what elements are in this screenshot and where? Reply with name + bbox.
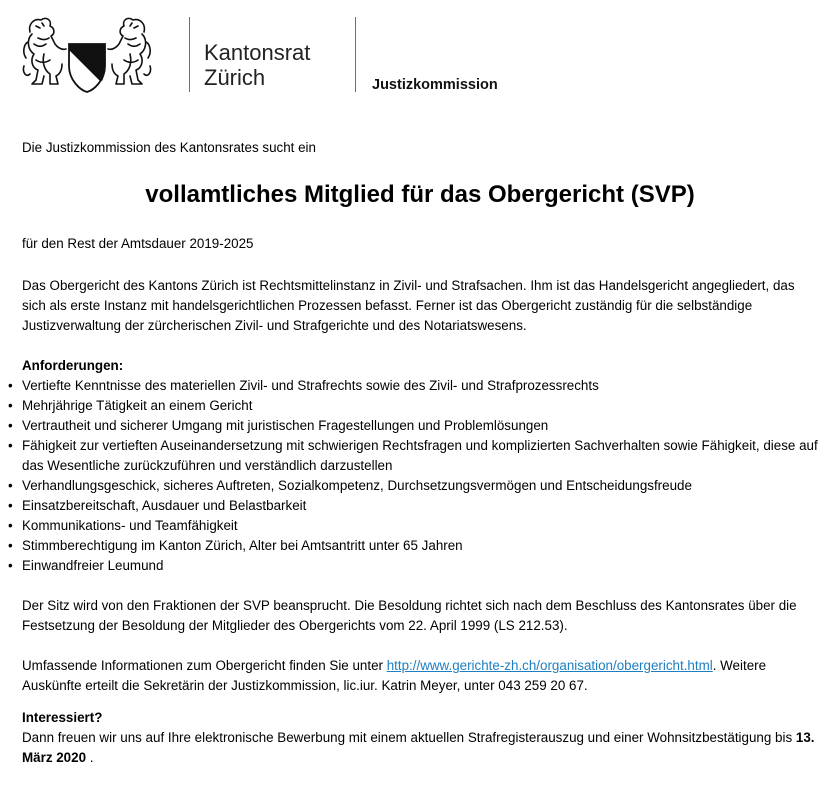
list-item [8,476,818,496]
list-item [8,556,818,576]
list-item [8,416,818,436]
requirement-text: Einwandfreier Leumund [22,558,164,573]
obergericht-link[interactable]: http://www.gerichte-zh.ch/organisation/obergericht.html [386,658,713,673]
bullet-icon: • [8,538,13,553]
requirement-text: Vertrautheit und sicherer Umgang mit juristischen Fragestellungen und Problemlösungen [22,418,549,433]
closing-end: . [86,750,94,765]
info-before: Umfassende Informationen zum Obergericht finden Sie unter [22,658,387,673]
requirement-text: Vertiefte Kenntnisse des materiellen Zivil- und Strafrechts sowie des Zivil- und Strafprozessrechts [22,378,599,393]
requirement-text: Einsatzbereitschaft, Ausdauer und Belastbarkeit [22,498,307,513]
header-divider-right [355,17,356,92]
page-title: vollamtliches Mitglied für das Obergericht (SVP) [145,181,695,208]
bullet-icon: • [8,518,13,533]
list-item [8,436,818,476]
info-after: . Weitere Auskünfte erteilt die Sekretärin der Justizkommission, lic.iur. Katrin Meyer, unter 043 259 20 67. [22,658,767,693]
requirement-text: Verhandlungsgeschick, sicheres Auftreten, Sozialkompetenz, Durchsetzungsvermögen und Entscheidungsfreude [22,478,692,493]
term-text: für den Rest der Amtsdauer 2019-2025 [22,236,254,251]
closing-text [22,728,818,768]
list-item [8,396,818,416]
requirement-text: Fähigkeit zur vertieften Auseinandersetzung mit schwierigen Rechtsfragen und komplizierten Sachverhalten sowie Fähigkeit, diese auf das Wesentliche zurückzuführen und verständlich darzustellen [22,438,818,473]
description-text: Das Obergericht des Kantons Zürich ist Rechtsmittelinstanz in Zivil- und Strafsachen. Ihm ist das Handelsgericht angegliedert, das sich als erste Instanz mit handelsgerichtlichen Prozessen befasst. Ferner ist das Obergericht zuständig für die selbständige Justizverwaltung der zürcherischen Zivil- und Strafgerichte und des Notariatswesens. [22,278,795,333]
requirement-text: Mehrjährige Tätigkeit an einem Gericht [22,398,253,413]
requirement-text: Stimmberechtigung im Kanton Zürich, Alter bei Amtsantritt unter 65 Jahren [22,538,463,553]
commission-name: Justizkommission [372,77,498,93]
bullet-icon: • [8,398,13,413]
closing-title: Interessiert? [22,710,103,725]
job-posting [8,138,818,768]
list-item [8,496,818,516]
header-divider-left [189,17,190,92]
intro-text: Die Justizkommission des Kantonsrates sucht ein [22,140,316,155]
bullet-icon: • [8,438,13,453]
org-name [204,40,310,90]
info-text [22,656,818,696]
bullet-icon: • [8,558,13,573]
bullet-icon: • [8,498,13,513]
seat-text: Der Sitz wird von den Fraktionen der SVP beansprucht. Die Besoldung richtet sich nach dem Beschluss des Kantonsrates über die Festsetzung der Besoldung der Mitglieder des Obergerichts vom 22. April 1999 (LS 212.53). [22,598,797,633]
requirement-text: Kommunikations- und Teamfähigkeit [22,518,238,533]
bullet-icon: • [8,418,13,433]
requirements-list [8,376,818,576]
bullet-icon: • [8,378,13,393]
list-item [8,376,818,396]
list-item [8,516,818,536]
bullet-icon: • [8,478,13,493]
page-header [0,0,824,110]
org-name-line2: Zürich [204,65,266,90]
list-item [8,536,818,556]
coat-of-arms-logo-icon [22,14,152,94]
org-name-line1: Kantonsrat [204,40,311,65]
deadline-date: 13. März 2020 [22,730,815,765]
closing-body: Dann freuen wir uns auf Ihre elektronische Bewerbung mit einem aktuellen Strafregisterauszug und einer Wohnsitzbestätigung bis [22,730,796,745]
requirements-title: Anforderungen: [22,358,124,373]
